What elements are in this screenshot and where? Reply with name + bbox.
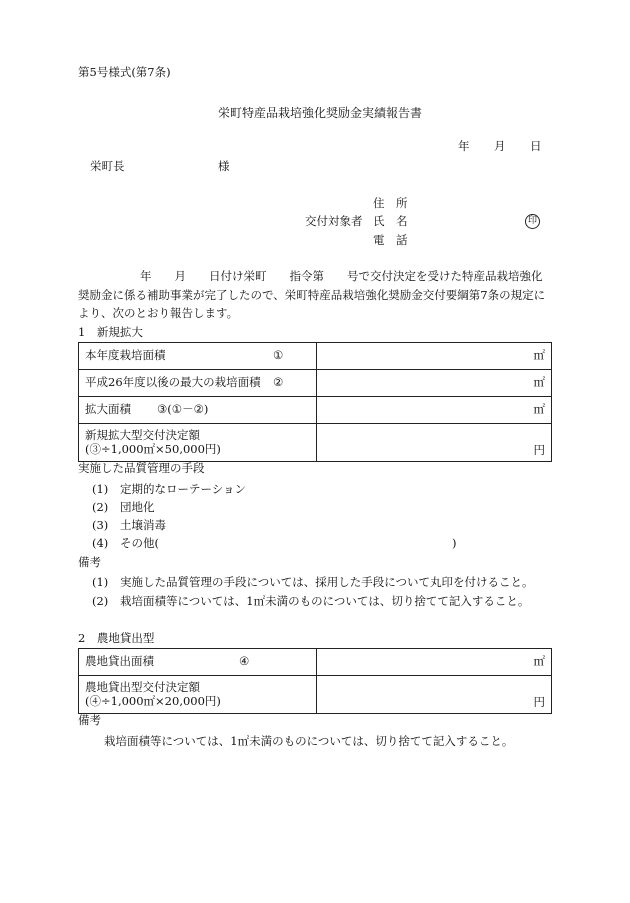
table-cell-value[interactable]: [317, 397, 552, 424]
table-row: [79, 424, 552, 462]
quality-item[interactable]: 団地化: [120, 500, 155, 514]
applicant-phone-label: 電 話: [373, 233, 408, 247]
notes-heading: 備考: [78, 555, 101, 569]
date-month: 月: [494, 139, 506, 153]
row-label: 農地貸出面積: [85, 654, 154, 669]
table-row: [79, 649, 552, 676]
table-row: [79, 370, 552, 397]
quality-item-no: (2): [92, 500, 109, 514]
row-label: 農地貸出型交付決定額: [85, 679, 200, 694]
table-row: [79, 343, 552, 370]
row-mark: ③(①－②): [157, 402, 209, 417]
applicant-name-label: 氏 名: [373, 214, 408, 228]
section2-notes-heading: 備考: [78, 713, 101, 727]
table-cell-label: [79, 424, 317, 462]
quality-item[interactable]: その他(: [120, 536, 159, 550]
section2-table: [78, 648, 552, 714]
quality-item-no: (3): [92, 518, 109, 532]
unit-label: ㎡: [533, 375, 545, 390]
row-formula: (④÷1,000㎡×20,000円): [85, 693, 221, 708]
note-text: 実施した品質管理の手段については、採用した手段について丸印を付けること。: [120, 575, 534, 589]
section1-table: [78, 342, 552, 462]
table-cell-label: [79, 676, 317, 714]
table-cell-value[interactable]: [317, 424, 552, 462]
form-number: 第5号様式(第7条): [78, 65, 171, 79]
body-line-3: より、次のとおり報告します。: [78, 306, 239, 320]
document-title: 栄町特産品栽培強化奨励金実績報告書: [218, 106, 423, 120]
unit-label: ㎡: [533, 402, 545, 417]
applicant-label: 交付対象者: [305, 214, 363, 228]
row-formula: (③÷1,000㎡×50,000円): [85, 441, 221, 456]
row-label: 本年度栽培面積: [85, 348, 166, 363]
seal-icon: 印: [525, 214, 540, 229]
row-label: 拡大面積: [85, 402, 131, 417]
quality-item[interactable]: 土壌消毒: [120, 518, 166, 532]
note-text: 栽培面積等については、1㎡未満のものについては、切り捨てて記入すること。: [120, 594, 530, 608]
table-cell-label: [79, 343, 317, 370]
unit-label: 円: [533, 695, 545, 710]
table-cell-value[interactable]: [317, 343, 552, 370]
section1-heading: 1 新規拡大: [78, 325, 143, 339]
table-cell-label: [79, 370, 317, 397]
row-mark: ④: [239, 654, 250, 669]
body-line-1: 年 月 日付け栄町 指令第 号で交付決定を受けた特産品栽培強化: [140, 269, 543, 283]
table-cell-label: [79, 649, 317, 676]
quality-item-no: (4): [92, 536, 109, 550]
unit-label: ㎡: [533, 348, 545, 363]
note-no: (2): [92, 594, 109, 608]
quality-heading: 実施した品質管理の手段: [78, 461, 205, 475]
table-cell-value[interactable]: [317, 370, 552, 397]
section2-heading: 2 農地貸出型: [78, 631, 155, 645]
unit-label: 円: [533, 443, 545, 458]
table-cell-label: [79, 397, 317, 424]
applicant-address-label: 住 所: [373, 196, 408, 210]
date-day: 日: [530, 139, 542, 153]
note-no: (1): [92, 575, 109, 589]
quality-item-close: ): [452, 536, 457, 550]
quality-item[interactable]: 定期的なローテーション: [120, 482, 247, 496]
unit-label: ㎡: [533, 654, 545, 669]
table-row: [79, 397, 552, 424]
row-mark: ①: [273, 348, 284, 363]
table-cell-value[interactable]: [317, 649, 552, 676]
section2-note-text: 栽培面積等については、1㎡未満のものについては、切り捨てて記入すること。: [104, 734, 514, 748]
table-cell-value[interactable]: [317, 676, 552, 714]
quality-item-no: (1): [92, 482, 109, 496]
body-line-2: 奨励金に係る補助事業が完了したので、栄町特産品栽培強化奨励金交付要綱第7条の規定に: [78, 288, 546, 302]
date-year: 年: [458, 139, 470, 153]
addressee-honorific: 様: [218, 159, 230, 173]
row-label: 平成26年度以後の最大の栽培面積: [85, 375, 261, 390]
row-label: 新規拡大型交付決定額: [85, 427, 200, 442]
seal-mark: [525, 213, 540, 229]
addressee-name: 栄町長: [90, 159, 125, 173]
table-row: [79, 676, 552, 714]
row-mark: ②: [273, 375, 284, 390]
